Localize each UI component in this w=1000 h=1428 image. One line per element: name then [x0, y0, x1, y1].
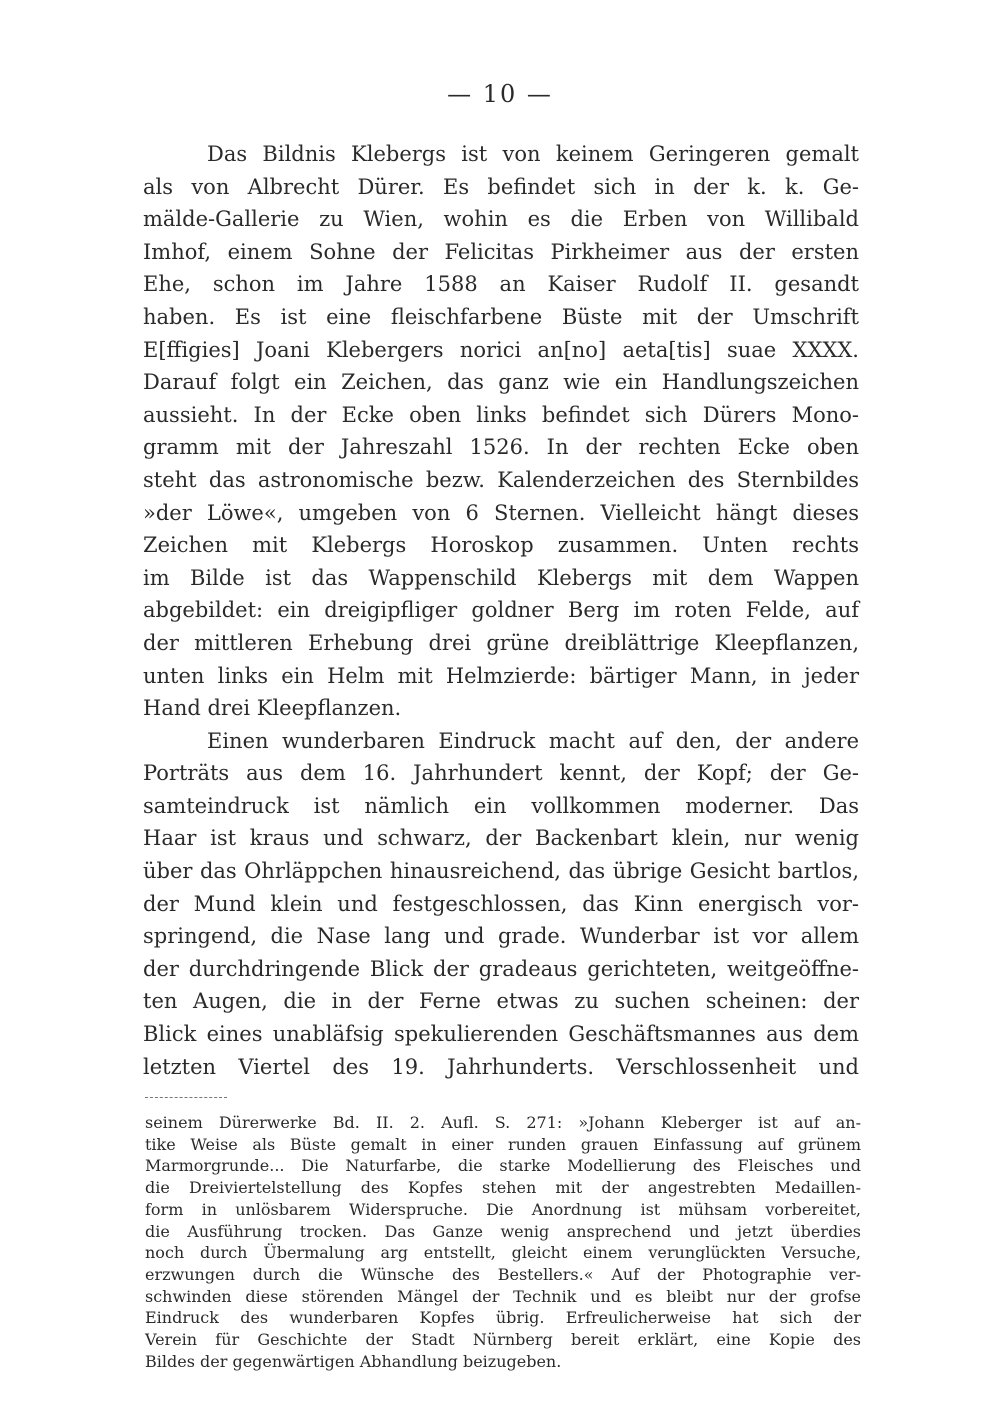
footnote-line: tike Weise als Büste gemalt in einer runden grauen Einfassung auf grünem	[145, 1134, 861, 1154]
text-line: der durchdringende Blick der gradeaus gerichteten, weitgeöffne-	[143, 956, 859, 981]
text-line: Hand drei Kleepflanzen.	[143, 696, 402, 721]
text-line: der mittleren Erhebung drei grüne dreiblättrige Kleepflanzen,	[143, 630, 859, 655]
text-line: aussieht. In der Ecke oben links befindet sich Dürers Mono-	[143, 402, 859, 427]
footnote-line: form in unlösbarem Widerspruche. Die Anordnung ist mühsam vorbereitet,	[145, 1199, 861, 1219]
text-line: samteindruck ist nämlich ein vollkommen moderner. Das	[143, 793, 859, 818]
text-line: als von Albrecht Dürer. Es befindet sich in der k. k. Ge-	[143, 174, 859, 199]
footnote-line: erzwungen durch die Wünsche des Bestellers.« Auf der Photographie ver-	[145, 1264, 861, 1284]
footnote-line: Eindruck des wunderbaren Kopfes übrig. Erfreulicherweise hat sich der	[145, 1308, 861, 1328]
page-number: — 10 —	[447, 80, 553, 108]
footnote-line: seinem Dürerwerke Bd. II. 2. Aufl. S. 271: »Johann Kleberger ist auf an-	[145, 1113, 861, 1132]
text-line: gramm mit der Jahreszahl 1526. In der rechten Ecke oben	[143, 435, 859, 460]
text-line: Ehe, schon im Jahre 1588 an Kaiser Rudolf II. gesandt	[143, 272, 859, 297]
text-line: im Bilde ist das Wappenschild Klebergs mit dem Wappen	[143, 565, 859, 590]
text-line: über das Ohrläppchen hinausreichend, das übrige Gesicht bartlos,	[143, 859, 859, 884]
text-line: unten links ein Helm mit Helmzierde: bärtiger Mann, in jeder	[143, 663, 859, 688]
footnote-line: Bildes der gegenwärtigen Abhandlung beizugeben.	[145, 1351, 562, 1371]
text-line: ten Augen, die in der Ferne etwas zu suchen scheinen: der	[143, 989, 859, 1014]
text-line: Blick eines unabläfsig spekulierenden Geschäftsmannes aus dem	[143, 1022, 859, 1047]
text-line: letzten Viertel des 19. Jahrhunderts. Verschlossenheit und	[143, 1054, 859, 1079]
text-line: Porträts aus dem 16. Jahrhundert kennt, der Kopf; der Ge-	[143, 761, 859, 786]
text-line: steht das astronomische bezw. Kalenderzeichen des Sternbildes	[143, 467, 859, 492]
footnote-line: Verein für Geschichte der Stadt Nürnberg bereit erklärt, eine Kopie des	[145, 1330, 861, 1350]
text-line: Zeichen mit Klebergs Horoskop zusammen. Unten rechts	[143, 533, 859, 558]
text-line: abgebildet: ein dreigipfliger goldner Berg im roten Felde, auf	[143, 598, 859, 623]
footnote-line: Marmorgrunde... Die Naturfarbe, die starke Modellierung des Fleisches und	[145, 1156, 861, 1176]
footnote-line: die Ausführung trocken. Das Ganze wenig ansprechend und jetzt überdies	[145, 1221, 861, 1241]
footnote-line: schwinden diese störenden Mängel der Technik und es bleibt nur der grofse	[145, 1286, 861, 1306]
footnote-divider	[145, 1097, 227, 1099]
text-line: Haar ist kraus und schwarz, der Backenbart klein, nur wenig	[143, 826, 859, 851]
footnote-line: die Dreiviertelstellung des Kopfes stehen mit der angestrebten Medaillen-	[145, 1178, 861, 1198]
text-line: springend, die Nase lang und grade. Wunderbar ist vor allem	[143, 924, 859, 949]
text-line: Das Bildnis Klebergs ist von keinem Geringeren gemalt	[207, 142, 859, 166]
text-line: der Mund klein und festgeschlossen, das Kinn energisch vor-	[143, 891, 859, 916]
footnote-line: noch durch Übermalung arg entstellt, gleicht einem verunglückten Versuche,	[145, 1243, 861, 1263]
text-line: E[ffigies] Joani Klebergers norici an[no] aeta[tis] suae XXXX.	[143, 337, 859, 362]
text-line: mälde-Gallerie zu Wien, wohin es die Erben von Willibald	[143, 207, 859, 232]
main-text	[143, 138, 859, 1083]
text-line: Darauf folgt ein Zeichen, das ganz wie ein Handlungszeichen	[143, 370, 859, 395]
footnote	[145, 1112, 861, 1372]
text-line: haben. Es ist eine fleischfarbene Büste mit der Umschrift	[143, 304, 859, 329]
text-line: Imhof, einem Sohne der Felicitas Pirkheimer aus der ersten	[143, 239, 859, 264]
text-line: »der Löwe«, umgeben von 6 Sternen. Vielleicht hängt dieses	[143, 500, 859, 525]
text-line: Einen wunderbaren Eindruck macht auf den, der andere	[207, 728, 859, 753]
